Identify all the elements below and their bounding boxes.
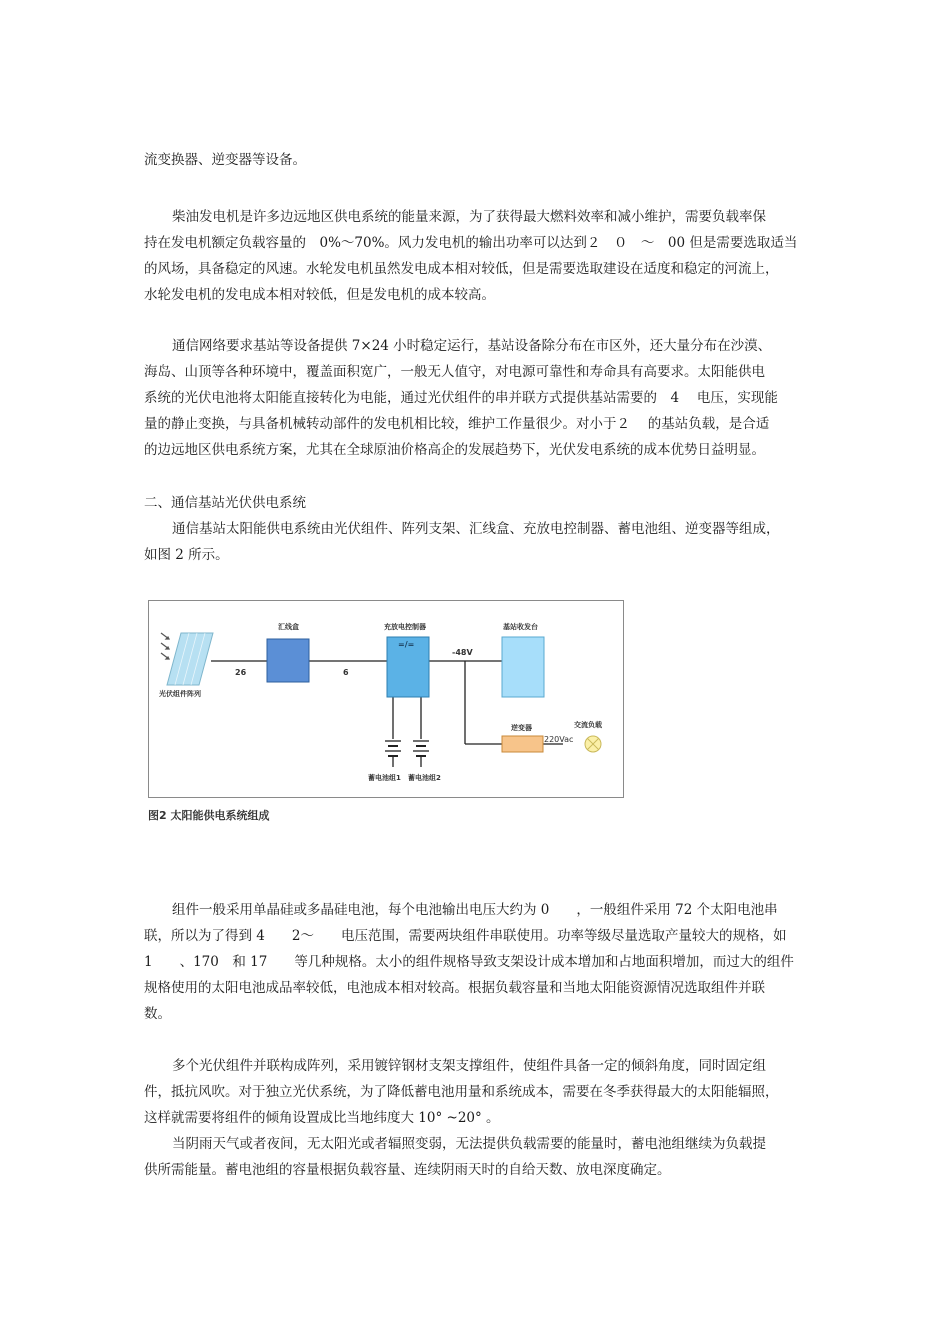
dc-voltage-label: -48V (452, 648, 473, 657)
sun-rays-icon (161, 633, 169, 659)
paragraph-line: 件，抵抗风吹。对于独立光伏系统，为了降低蓄电池用量和系统成本，需要在冬季获得最大的太阳能辐照， (144, 1084, 779, 1100)
paragraph-pv-modules (144, 897, 808, 1027)
paragraph-line: 规格使用的太阳电池成品率较低，电池成本相对较高。根据负载容量和当地太阳能资源情况选取组件并联 (144, 980, 765, 996)
paragraph-line: 海岛、山顶等各种环境中，覆盖面积宽广，一般无人值守，对电源可靠性和寿命具有高要求。太阳能供电 (144, 364, 765, 380)
pv-array-label: 光伏组件阵列 (159, 690, 201, 698)
paragraph-line: 系统的光伏电池将太阳能直接转化为电能，通过光伏组件的串并联方式提供基站需要的 4 电压，实现能 (144, 390, 778, 406)
controller-symbol: =/= (398, 640, 415, 649)
paragraph-line: 量的静止变换，与具备机械转动部件的发电机相比较，维护工作量很少。对小于２ 的基站负载，是合适 (144, 416, 770, 432)
ac-voltage-label: 220Vac (544, 735, 574, 744)
paragraph-line: 的风场，具备稳定的风速。水轮发电机虽然发电成本相对较低，但是需要选取建设在适度和稳定的河流上， (144, 261, 779, 277)
paragraph-line: 水轮发电机的发电成本相对较低，但是发电机的成本较高。 (144, 287, 495, 303)
controller-label: 充放电控制器 (384, 623, 426, 631)
battery-2-label: 蓄电池组2 (408, 774, 441, 782)
paragraph-line: 联，所以为了得到 4 2～ 电压范围，需要两块组件串联使用。功率等级尽量选取产量较大的规格，如 (144, 928, 787, 944)
lamp-icon (585, 736, 601, 752)
paragraph-battery (144, 1131, 808, 1183)
ac-load-label: 交流负载 (574, 721, 602, 729)
paragraph-line: 柴油发电机是许多边远地区供电系统的能量来源，为了获得最大燃料效率和减小维护，需要负载率保 (172, 209, 766, 225)
combiner-box (267, 639, 309, 682)
paragraph-line: 如图 2 所示。 (144, 547, 229, 563)
paragraph-line: 的边远地区供电系统方案，尤其在全球原油价格高企的发展趋势下，光伏发电系统的成本优势日益明显。 (144, 442, 765, 458)
combiner-box-label: 汇线盒 (278, 623, 299, 631)
paragraph-array-mounting (144, 1053, 808, 1131)
system-diagram (148, 600, 624, 798)
wire-count-26: 26 (235, 668, 247, 677)
section-heading: 二、通信基站光伏供电系统 (144, 495, 306, 511)
paragraph-line: 1 、170 和 17 等几种规格。太小的组件规格导致支架设计成本增加和占地面积增加，而过大的组件 (144, 954, 794, 970)
paragraph-line: 持在发电机额定负载容量的 0%～70%。风力发电机的输出功率可以达到２ ０ ～ 00 但是需要选取适当 (144, 235, 798, 251)
paragraph-line: 组件一般采用单晶硅或多晶硅电池，每个电池输出电压大约为 0 ，一般组件采用 72 个太阳电池串 (172, 902, 778, 918)
paragraph-line: 通信基站太阳能供电系统由光伏组件、阵列支架、汇线盒、充放电控制器、蓄电池组、逆变器等组成， (172, 521, 780, 537)
base-station (502, 637, 544, 697)
paragraph-line: 供所需能量。蓄电池组的容量根据负载容量、连续阴雨天时的自给天数、放电深度确定。 (144, 1162, 671, 1178)
paragraph-diesel-wind-hydro (144, 204, 808, 308)
paragraph-telecom-requirements (144, 333, 808, 463)
battery-2-icon (413, 741, 429, 767)
paragraph-line: 这样就需要将组件的倾角设置成比当地纬度大 10° ~20° 。 (144, 1110, 500, 1126)
paragraph-system-composition (144, 516, 808, 568)
paragraph-line: 流变换器、逆变器等设备。 (144, 152, 306, 168)
wire-count-6: 6 (343, 668, 349, 677)
paragraph-0 (144, 147, 808, 173)
paragraph-line: 多个光伏组件并联构成阵列，采用镀锌钢材支架支撑组件，使组件具备一定的倾斜角度，同时固定组 (172, 1058, 766, 1074)
battery-1-label: 蓄电池组1 (368, 774, 401, 782)
battery-1-icon (385, 741, 401, 767)
paragraph-line: 通信网络要求基站等设备提供 7×24 小时稳定运行，基站设备除分布在市区外，还大量分布在沙漠、 (172, 338, 772, 354)
inverter-label: 逆变器 (511, 724, 532, 732)
paragraph-line: 当阴雨天气或者夜间，无太阳光或者辐照变弱，无法提供负载需要的能量时，蓄电池组继续为负载提 (172, 1136, 766, 1152)
figure-caption: 图2 太阳能供电系统组成 (148, 809, 270, 822)
inverter (502, 736, 543, 752)
base-station-label: 基站收发台 (503, 623, 538, 631)
paragraph-line: 数。 (144, 1006, 171, 1022)
